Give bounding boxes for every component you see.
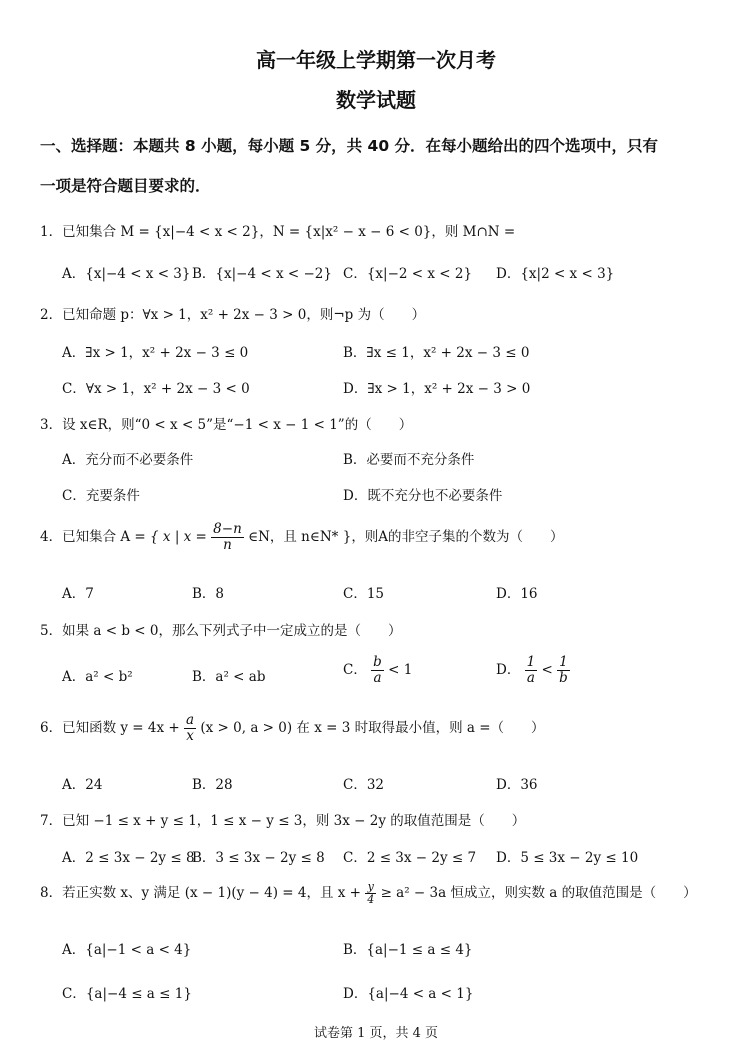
q5-option-c-fraction (371, 655, 384, 686)
q5-d-denominator-2: b (559, 670, 568, 686)
q5-option-d-fraction-2 (557, 655, 570, 686)
q8-stem-after: ≥ a² − 3a 恒成立，则实数 a 的取值范围是（ ） (380, 885, 697, 901)
q4-fraction-numerator: 8−n (213, 521, 242, 537)
q6-option-b: B．28 (192, 777, 233, 793)
q4-stem-before: 4．已知集合 A = (40, 529, 146, 545)
q4-fraction-denominator: n (223, 537, 232, 553)
q5-option-c (343, 655, 412, 686)
q4-stem-after: ，则A的非空子集的个数为（ ） (351, 529, 564, 545)
q5-d-numerator-1: 1 (526, 654, 536, 670)
question-6-stem (40, 713, 730, 744)
q4-option-d: D．16 (496, 586, 538, 602)
q6-option-a: A．24 (62, 777, 103, 793)
q4-set-close: ∈N，且 n∈N* } (248, 529, 352, 545)
q5-option-a: A．a² < b² (62, 669, 133, 685)
q3-option-b: B．必要而不充分条件 (343, 452, 475, 468)
q5-option-d-fraction-1 (525, 655, 538, 686)
question-2-stem: 2．已知命题 p：∀x > 1，x² + 2x − 3 > 0，则¬p 为（ ） (40, 307, 426, 323)
q4-option-b: B．8 (192, 586, 225, 602)
q5-option-c-label: C． (343, 662, 367, 678)
q2-option-c: C．∀x > 1，x² + 2x − 3 < 0 (62, 381, 250, 397)
section-heading-line2: 一项是符合题目要求的． (40, 177, 211, 195)
q4-fraction (211, 522, 244, 553)
q4-option-c: C．15 (343, 586, 385, 602)
q8-stem-before: 8．若正实数 x、y 满足 (x − 1)(y − 4) = 4，且 x + (40, 885, 361, 901)
q5-option-d (496, 655, 570, 686)
q6-option-d: D．36 (496, 777, 538, 793)
q5-c-tail: < 1 (388, 662, 413, 678)
q6-option-c: C．32 (343, 777, 385, 793)
q8-option-d: D．{a|−4 < a < 1} (343, 986, 474, 1002)
q1-option-c: C．{x|−2 < x < 2} (343, 266, 473, 282)
q4-set-open: { x | x = (150, 529, 207, 545)
q7-option-d: D．5 ≤ 3x − 2y ≤ 10 (496, 850, 639, 866)
q5-d-numerator-2: 1 (557, 655, 570, 671)
q8-option-c: C．{a|−4 ≤ a ≤ 1} (62, 986, 192, 1002)
q7-option-c: C．2 ≤ 3x − 2y ≤ 7 (343, 850, 477, 866)
q1-option-a: A．{x|−4 < x < 3} (62, 266, 191, 282)
q7-option-a: A．2 ≤ 3x − 2y ≤ 8 (62, 850, 195, 866)
q3-option-a: A．充分而不必要条件 (62, 452, 194, 468)
q5-option-b: B．a² < ab (192, 669, 266, 685)
q5-d-less-than: < (541, 662, 553, 678)
q6-fraction (184, 713, 196, 744)
q6-stem-after: (x > 0, a > 0) 在 x = 3 时取得最小值，则 a =（ ） (200, 720, 545, 736)
q2-option-d: D．∃x > 1，x² + 2x − 3 > 0 (343, 381, 531, 397)
question-7-stem: 7．已知 −1 ≤ x + y ≤ 1，1 ≤ x − y ≤ 3，则 3x − 2y 的取值范围是（ ） (40, 813, 526, 829)
q8-fraction-numerator: y (365, 881, 376, 894)
q3-option-c: C．充要条件 (62, 488, 140, 504)
q8-fraction-denominator: 4 (367, 893, 375, 906)
question-4-stem (40, 522, 730, 553)
q6-fraction-numerator: a (186, 712, 195, 728)
q4-option-a: A．7 (62, 586, 94, 602)
question-1-stem: 1．已知集合 M = {x|−4 < x < 2}，N = {x|x² − x − 6 < 0}，则 M∩N = (40, 224, 516, 240)
q5-d-denominator-1: a (526, 670, 535, 686)
q1-option-b: B．{x|−4 < x < −2} (192, 266, 332, 282)
q6-stem-before: 6．已知函数 y = 4x + (40, 720, 180, 736)
q6-fraction-denominator: x (186, 728, 194, 744)
q5-option-d-label: D． (496, 662, 521, 678)
q5-c-numerator: b (373, 654, 382, 670)
q5-c-denominator: a (373, 670, 382, 686)
question-3-stem: 3．设 x∈R，则“0 < x < 5”是“−1 < x − 1 < 1”的（ ） (40, 417, 413, 433)
q8-fraction (365, 881, 376, 906)
q8-option-a: A．{a|−1 < a < 4} (62, 942, 192, 958)
page-footer: 试卷第 1 页，共 4 页 (313, 1026, 439, 1041)
q2-option-b: B．∃x ≤ 1，x² + 2x − 3 ≤ 0 (343, 345, 530, 361)
question-8-stem (40, 881, 730, 906)
q3-option-d: D．既不充分也不必要条件 (343, 488, 503, 504)
section-heading-line1: 一、选择题：本题共 8 小题，每小题 5 分，共 40 分．在每小题给出的四个选项中，只有 (40, 137, 659, 155)
exam-subtitle: 数学试题 (336, 88, 416, 112)
question-5-stem: 5．如果 a < b < 0，那么下列式子中一定成立的是（ ） (40, 623, 402, 639)
q1-option-d: D．{x|2 < x < 3} (496, 266, 615, 282)
q8-option-b: B．{a|−1 ≤ a ≤ 4} (343, 942, 473, 958)
q7-option-b: B．3 ≤ 3x − 2y ≤ 8 (192, 850, 325, 866)
q2-option-a: A．∃x > 1，x² + 2x − 3 ≤ 0 (62, 345, 249, 361)
exam-title: 高一年级上学期第一次月考 (256, 48, 496, 72)
